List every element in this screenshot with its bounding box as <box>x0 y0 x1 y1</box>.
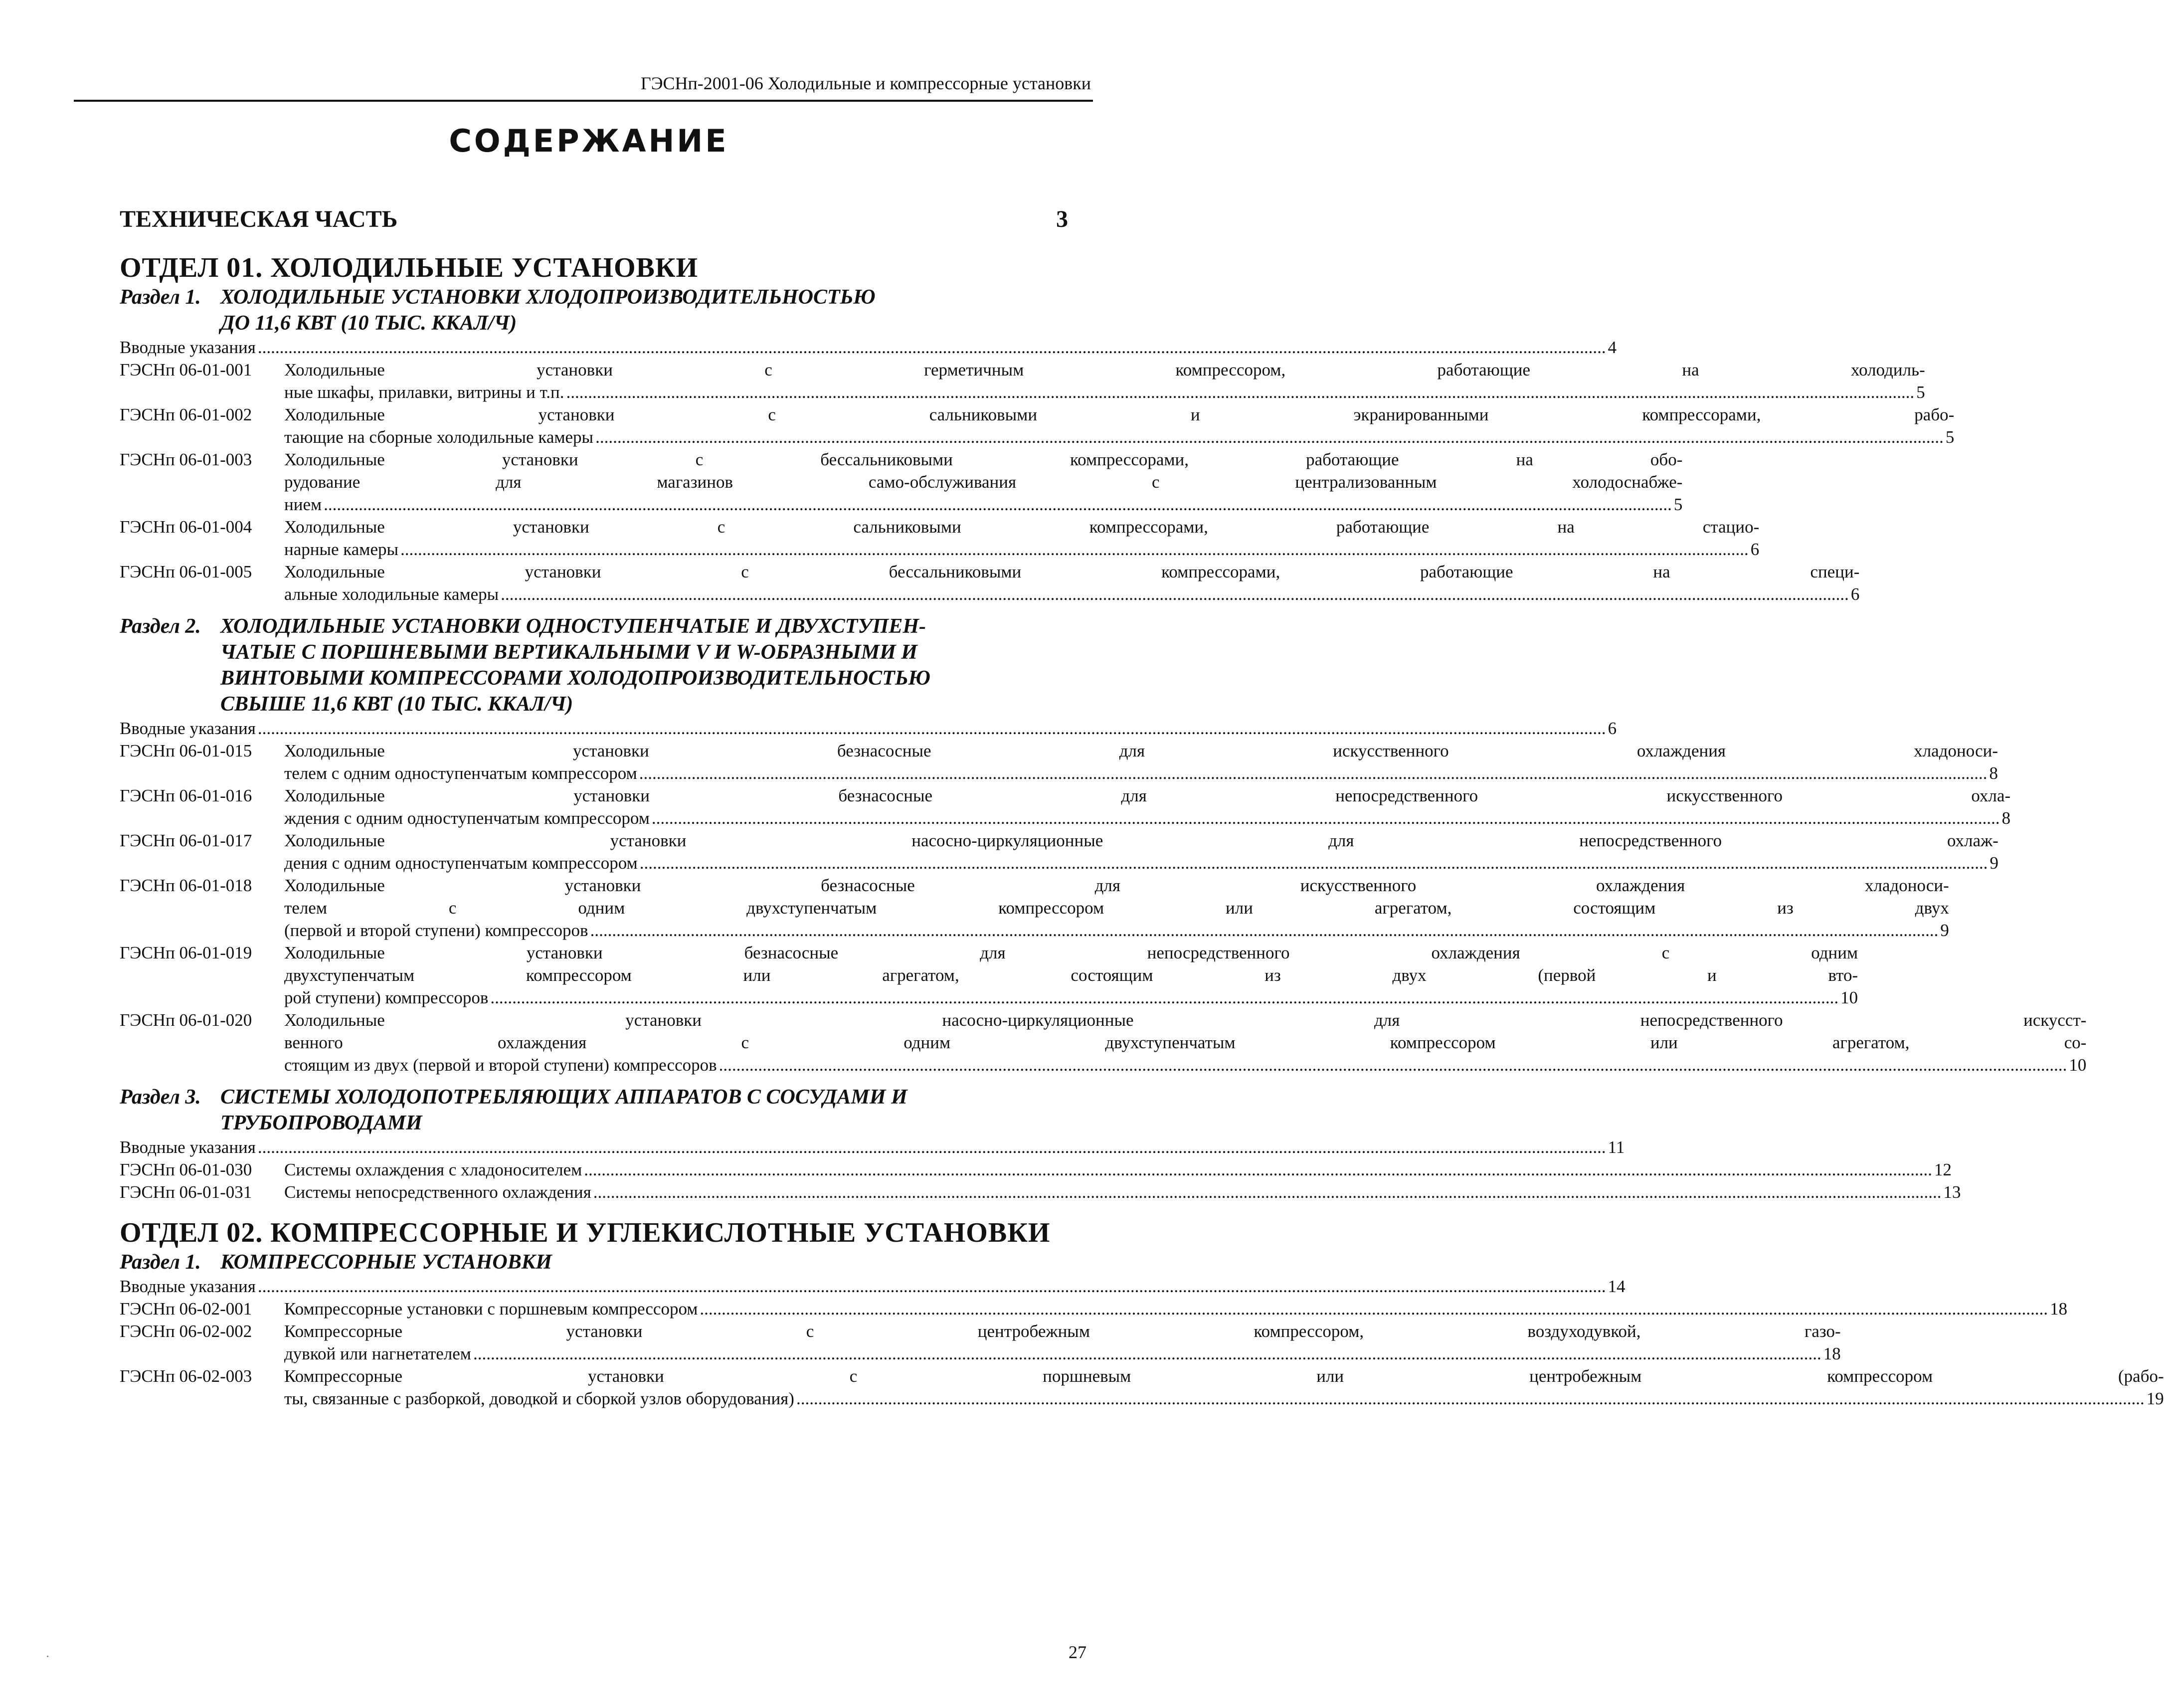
page-title: СОДЕРЖАНИЕ <box>449 123 729 159</box>
entry-page: 5 <box>1673 495 1683 514</box>
leader-dots <box>700 1298 2048 1320</box>
entry-code: ГЭСНп 06-01-005 <box>120 562 252 581</box>
table-of-contents <box>120 205 2164 1410</box>
entry-line-text: тающие на сборные холодильные камеры <box>284 427 594 447</box>
entry-description <box>284 516 1759 561</box>
toc-entry[interactable] <box>120 359 1925 403</box>
entry-line: Компрессорные установки с центробежным компрессором, воздуходувкой, газо- <box>284 1322 1841 1341</box>
toc-entry[interactable] <box>120 403 1955 448</box>
leader-dots <box>593 1181 1942 1203</box>
leader-dots <box>796 1387 2145 1410</box>
toc-entry[interactable] <box>120 784 2011 829</box>
entry-page: 11 <box>1608 1138 1625 1157</box>
entry-description <box>284 874 1949 942</box>
entry-code: ГЭСНп 06-02-002 <box>120 1322 252 1341</box>
entry-line <box>284 1054 2086 1076</box>
entry-line-text: ные шкафы, прилавки, витрины и т.п. <box>284 382 564 402</box>
header-rule <box>74 100 1093 102</box>
entry-code: ГЭСНп 06-01-003 <box>120 450 252 469</box>
entry-line: Холодильные установки безнасосные для искусственного охлаждения хладоноси- <box>284 876 1949 895</box>
entry-line: Холодильные установки с сальниковыми и экранированными компрессорами, рабо- <box>284 405 1955 424</box>
entry-page: 12 <box>1934 1160 1952 1179</box>
entry-line-text: нием <box>284 495 322 514</box>
entry-line-text: нарные камеры <box>284 540 399 559</box>
leader-dots <box>639 762 1987 784</box>
entry-code: ГЭСНп 06-02-001 <box>120 1299 252 1319</box>
section-label: Раздел 1. <box>120 1251 201 1274</box>
entry-line <box>284 919 1949 942</box>
toc-entry[interactable] <box>120 336 1617 359</box>
toc-entry[interactable] <box>120 516 1760 561</box>
entry-page: 5 <box>1945 427 1955 447</box>
entry-page: 8 <box>2001 808 2011 828</box>
entry-page: 9 <box>1940 921 1949 940</box>
entry-line-text: альные холодильные камеры <box>284 584 499 604</box>
leader-dots <box>652 807 2000 829</box>
dept-title: ОТДЕЛ 01. ХОЛОДИЛЬНЫЕ УСТАНОВКИ <box>120 252 699 283</box>
entry-description <box>284 448 1682 516</box>
entry-line <box>284 493 1682 516</box>
entry-line: Холодильные установки насосно-циркуляционные для непосредственного искусст- <box>284 1010 2087 1030</box>
entry-description <box>284 359 1925 403</box>
entry-line-text: Компрессорные установки с поршневым компрессором <box>284 1299 698 1319</box>
section-title-line: ЧАТЫЕ С ПОРШНЕВЫМИ ВЕРТИКАЛЬНЫМИ V И W-ОБРАЗНЫМИ И <box>220 641 917 664</box>
entry-description <box>284 1009 2086 1076</box>
entry-line: венного охлаждения с одним двухступенчатым компрессором или агрегатом, со- <box>284 1033 2087 1052</box>
entry-line <box>284 852 1998 874</box>
leader-dots <box>258 717 1606 740</box>
section-title-line: ХОЛОДИЛЬНЫЕ УСТАНОВКИ ХЛОДОПРОИЗВОДИТЕЛЬНОСТЬЮ <box>220 286 876 309</box>
entry-page: 6 <box>1750 540 1760 559</box>
entry-page: 13 <box>1943 1182 1961 1202</box>
toc-entry[interactable] <box>120 1136 1625 1158</box>
entry-line-text: Системы охлаждения с хладоносителем <box>284 1160 582 1179</box>
entry-code: ГЭСНп 06-01-016 <box>120 786 252 805</box>
leader-dots <box>400 538 1749 561</box>
entry-code: ГЭСНп 06-01-002 <box>120 405 252 424</box>
entry-page: 18 <box>2050 1299 2068 1319</box>
entry-line <box>284 1181 1961 1203</box>
entry-description <box>284 1320 1841 1365</box>
section-label: Раздел 3. <box>120 1086 201 1109</box>
entry-line-text: дувкой или нагнетателем <box>284 1344 471 1363</box>
section-title <box>220 613 1057 717</box>
entry-line-text: (первой и второй ступени) компрессоров <box>284 921 588 940</box>
entry-description <box>284 403 1954 448</box>
entry-line: Холодильные установки с бессальниковыми компрессорами, работающие на специ- <box>284 562 1860 581</box>
section-heading <box>120 1084 1057 1136</box>
toc-entry[interactable] <box>120 874 1949 942</box>
toc-entry[interactable] <box>120 717 1617 740</box>
leader-dots <box>473 1342 1821 1365</box>
toc-entry[interactable] <box>120 829 1998 874</box>
leader-dots <box>590 919 1939 942</box>
entry-line <box>284 381 1925 403</box>
entry-code: ГЭСНп 06-01-004 <box>120 517 252 537</box>
entry-line <box>284 1387 2164 1410</box>
entry-description <box>284 1181 1961 1203</box>
leader-dots <box>258 336 1606 359</box>
entry-page: 8 <box>1989 763 1998 783</box>
entry-line <box>284 538 1759 561</box>
entry-line: Холодильные установки с герметичным компрессором, работающие на холодиль- <box>284 360 1925 380</box>
running-header: ГЭСНп-2001-06 Холодильные и компрессорные установки <box>640 73 1091 93</box>
entry-line <box>284 426 1954 448</box>
entry-line: Холодильные установки насосно-циркуляционные для непосредственного охлаж- <box>284 831 1998 850</box>
dept-01 <box>120 251 2087 1203</box>
toc-entry[interactable] <box>120 1181 1961 1203</box>
entry-line <box>284 762 1998 784</box>
entry-line <box>284 1158 1952 1181</box>
section-title-line: КОМПРЕССОРНЫЕ УСТАНОВКИ <box>220 1251 552 1274</box>
section-title-line: СВЫШЕ 11,6 КВТ (10 ТЫС. ККАЛ/Ч) <box>220 693 573 716</box>
section-heading <box>120 613 1057 717</box>
scan-speck <box>47 1656 48 1657</box>
entry-line: Холодильные установки безнасосные для непосредственного искусственного охла- <box>284 786 2011 805</box>
entry-page: 10 <box>2069 1055 2087 1075</box>
toc-entry[interactable] <box>120 561 1860 605</box>
toc-technical-part[interactable] <box>120 205 1068 250</box>
entry-line <box>284 583 1859 605</box>
entry-line: Холодильные установки безнасосные для искусственного охлаждения хладоноси- <box>284 741 1998 760</box>
entry-page: 19 <box>2146 1389 2164 1408</box>
entry-code: ГЭСНп 06-01-015 <box>120 741 252 760</box>
toc-entry[interactable] <box>120 448 1683 516</box>
leader-dots <box>595 426 1944 448</box>
toc-entry[interactable] <box>120 942 1858 1009</box>
entry-description <box>284 1298 2067 1320</box>
entry-line <box>284 986 1858 1009</box>
toc-technical-page: 3 <box>1056 206 1068 232</box>
section-title <box>220 1084 1057 1136</box>
leader-dots <box>719 1054 2067 1076</box>
toc-entry[interactable] <box>120 740 1998 784</box>
leader-dots <box>324 493 1672 516</box>
entry-line-text: дения с одним одноступенчатым компрессором <box>284 853 638 873</box>
entry-line: двухступенчатым компрессором или агрегатом, состоящим из двух (первой и вто- <box>284 965 1858 985</box>
section-title-line: ТРУБОПРОВОДАМИ <box>220 1112 422 1135</box>
entry-page: 6 <box>1850 584 1860 604</box>
entry-line: рудование для магазинов само-обслуживания с централизованным холодоснабже- <box>284 472 1683 492</box>
section-title <box>220 1249 1057 1275</box>
leader-dots <box>640 852 1988 874</box>
entry-label: Вводные указания <box>120 1277 256 1296</box>
entry-page: 9 <box>1989 853 1998 873</box>
toc-entry[interactable] <box>120 1275 1625 1298</box>
entry-line: телем с одним двухступенчатым компрессором или агрегатом, состоящим из двух <box>284 898 1949 918</box>
section-title <box>220 284 1057 336</box>
entry-page: 5 <box>1916 382 1925 402</box>
toc-technical-label: ТЕХНИЧЕСКАЯ ЧАСТЬ <box>120 206 398 232</box>
entry-code: ГЭСНп 06-01-019 <box>120 943 252 962</box>
section-label: Раздел 1. <box>120 286 201 309</box>
entry-description <box>284 1365 2164 1410</box>
entry-label: Вводные указания <box>120 338 256 357</box>
leader-dots <box>566 381 1915 403</box>
toc-entry[interactable] <box>120 1009 2087 1076</box>
entry-code: ГЭСНп 06-01-017 <box>120 831 252 850</box>
entry-line-text: рой ступени) компрессоров <box>284 988 489 1007</box>
section-title-line: ВИНТОВЫМИ КОМПРЕССОРАМИ ХОЛОДОПРОИЗВОДИТЕЛЬНОСТЬЮ <box>220 667 930 690</box>
entry-page: 4 <box>1608 338 1617 357</box>
dept-02 <box>120 1216 2164 1410</box>
entry-line <box>284 807 2010 829</box>
section-title-line: СИСТЕМЫ ХОЛОДОПОТРЕБЛЯЮЩИХ АППАРАТОВ С СОСУДАМИ И <box>220 1086 907 1109</box>
section-title-line: ХОЛОДИЛЬНЫЕ УСТАНОВКИ ОДНОСТУПЕНЧАТЫЕ И ДВУХСТУПЕН- <box>220 615 926 638</box>
entry-line: Холодильные установки с бессальниковыми компрессорами, работающие на обо- <box>284 450 1683 469</box>
leader-dots <box>258 1275 1606 1298</box>
toc-entry[interactable] <box>120 1320 1841 1365</box>
entry-code: ГЭСНп 06-01-020 <box>120 1010 252 1030</box>
entry-description <box>284 1158 1952 1181</box>
toc-entry[interactable] <box>120 1298 2068 1320</box>
entry-page: 14 <box>1608 1277 1625 1296</box>
entry-code: ГЭСНп 06-02-003 <box>120 1366 252 1386</box>
leader-dots <box>501 583 1849 605</box>
section-heading <box>120 1249 1057 1275</box>
leader-dots <box>584 1158 1932 1181</box>
entry-page: 6 <box>1608 719 1617 738</box>
entry-line-text: телем с одним одноступенчатым компрессором <box>284 763 637 783</box>
entry-page: 10 <box>1840 988 1858 1007</box>
entry-line <box>284 1342 1841 1365</box>
section-heading <box>120 284 1057 336</box>
entry-description <box>284 740 1998 784</box>
toc-entry[interactable] <box>120 1365 2164 1410</box>
entry-line: Холодильные установки безнасосные для непосредственного охлаждения с одним <box>284 943 1858 962</box>
entry-description <box>284 942 1858 1009</box>
entry-line: Холодильные установки с сальниковыми компрессорами, работающие на стацио- <box>284 517 1760 537</box>
entry-label: Вводные указания <box>120 1138 256 1157</box>
entry-description <box>284 829 1998 874</box>
entry-line-text: Системы непосредственного охлаждения <box>284 1182 591 1202</box>
toc-entry[interactable] <box>120 1158 1952 1181</box>
page-number: 27 <box>1069 1642 1086 1662</box>
entry-description <box>284 784 2010 829</box>
entry-code: ГЭСНп 06-01-001 <box>120 360 252 380</box>
leader-dots <box>490 986 1838 1009</box>
entry-line-text: ты, связанные с разборкой, доводкой и сборкой узлов оборудования) <box>284 1389 794 1408</box>
entry-line: Компрессорные установки с поршневым или центробежным компрессором (рабо- <box>284 1366 2164 1386</box>
section-title-line: ДО 11,6 КВТ (10 ТЫС. ККАЛ/Ч) <box>220 312 517 335</box>
entry-code: ГЭСНп 06-01-018 <box>120 876 252 895</box>
entry-label: Вводные указания <box>120 719 256 738</box>
dept-title: ОТДЕЛ 02. КОМПРЕССОРНЫЕ И УГЛЕКИСЛОТНЫЕ УСТАНОВКИ <box>120 1217 1051 1248</box>
entry-line <box>284 1298 2067 1320</box>
entry-line-text: ждения с одним одноступенчатым компрессором <box>284 808 650 828</box>
leader-dots <box>258 1136 1606 1158</box>
entry-page: 18 <box>1823 1344 1841 1363</box>
entry-code: ГЭСНп 06-01-031 <box>120 1182 252 1202</box>
entry-description <box>284 561 1859 605</box>
section-label: Раздел 2. <box>120 615 201 638</box>
entry-code: ГЭСНп 06-01-030 <box>120 1160 252 1179</box>
entry-line-text: стоящим из двух (первой и второй ступени) компрессоров <box>284 1055 717 1075</box>
